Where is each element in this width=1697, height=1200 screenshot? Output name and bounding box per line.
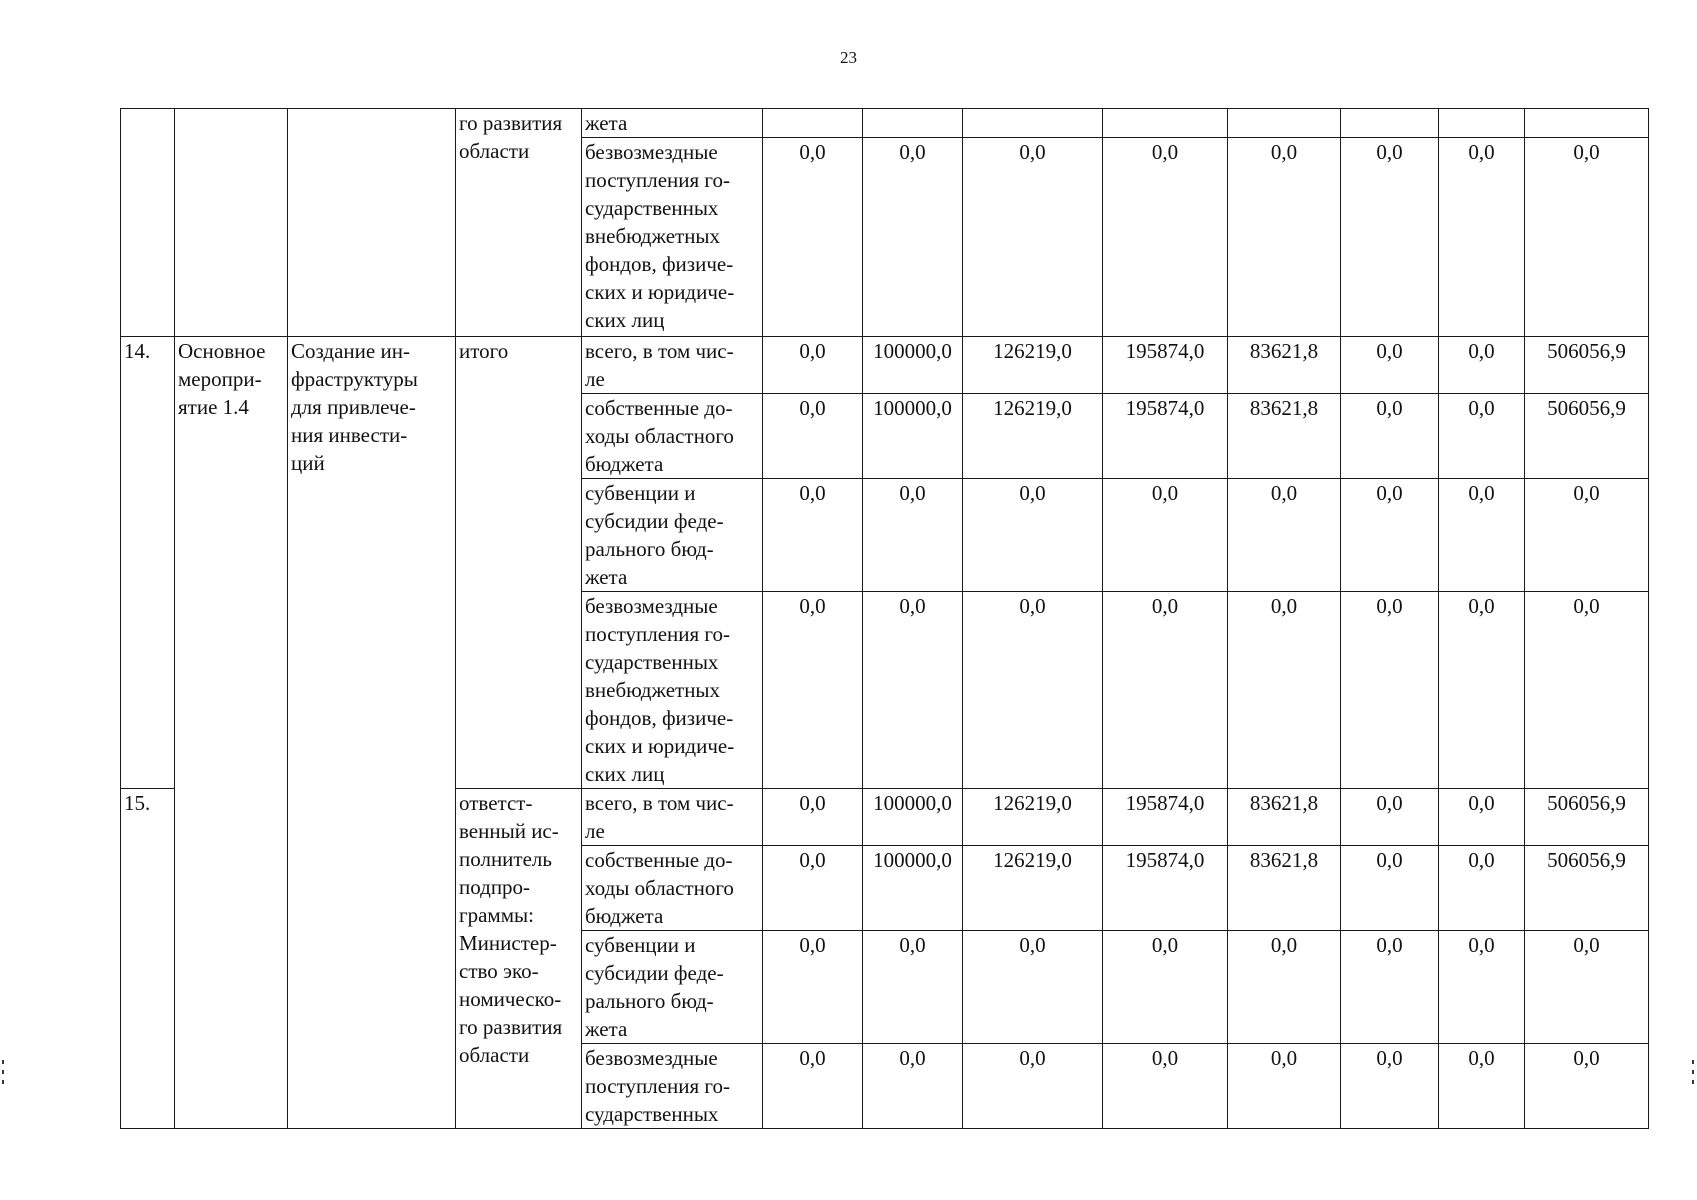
value-cell: 195874,0: [1103, 846, 1228, 931]
margin-mark: [1692, 1080, 1694, 1084]
value-cell: 0,0: [1525, 592, 1649, 789]
value-cell: 506056,9: [1525, 337, 1649, 394]
value-cell: 0,0: [1439, 337, 1525, 394]
value-cell: 0,0: [1439, 846, 1525, 931]
executor-cell: го развития области: [456, 109, 582, 337]
number-cell: [121, 109, 175, 337]
value-cell: 100000,0: [863, 846, 963, 931]
value-cell: 195874,0: [1103, 789, 1228, 846]
funding-source-cell: безвозмездные поступления го- сударственных внебюджетных фондов, физиче- ских и юридиче- ских лиц: [582, 138, 763, 337]
value-cell: 0,0: [763, 789, 863, 846]
value-cell: 0,0: [1525, 1044, 1649, 1129]
value-cell: 0,0: [1439, 138, 1525, 337]
value-cell: 0,0: [863, 479, 963, 592]
value-cell: 506056,9: [1525, 789, 1649, 846]
value-cell: 0,0: [963, 479, 1103, 592]
value-cell: 0,0: [863, 138, 963, 337]
value-cell: [763, 109, 863, 138]
value-cell: [1341, 109, 1439, 138]
value-cell: 126219,0: [963, 846, 1103, 931]
value-cell: 0,0: [863, 931, 963, 1044]
value-cell: 0,0: [1228, 931, 1341, 1044]
value-cell: 0,0: [1341, 931, 1439, 1044]
value-cell: 0,0: [963, 1044, 1103, 1129]
value-cell: 0,0: [963, 931, 1103, 1044]
value-cell: 126219,0: [963, 337, 1103, 394]
funding-source-cell: безвозмездные поступления го- сударственных: [582, 1044, 763, 1129]
value-cell: 0,0: [1439, 931, 1525, 1044]
value-cell: 0,0: [1525, 138, 1649, 337]
value-cell: 0,0: [1341, 479, 1439, 592]
funding-source-cell: всего, в том чис- ле: [582, 337, 763, 394]
row-number: 15.: [121, 789, 175, 1129]
description-cell: [288, 109, 456, 337]
value-cell: 100000,0: [863, 789, 963, 846]
value-cell: [1103, 109, 1228, 138]
executor-cell: ответст- венный ис- полнитель подпро- граммы: Министер- ство эко- номическо- го развития области: [456, 789, 582, 1129]
value-cell: 0,0: [1228, 138, 1341, 337]
funding-source-cell: субвенции и субсидии феде- рального бюд- жета: [582, 479, 763, 592]
funding-source-cell: жета: [582, 109, 763, 138]
value-cell: 0,0: [763, 846, 863, 931]
value-cell: 0,0: [1439, 789, 1525, 846]
value-cell: 0,0: [1439, 479, 1525, 592]
value-cell: 0,0: [863, 1044, 963, 1129]
value-cell: 0,0: [1439, 394, 1525, 479]
value-cell: 0,0: [1103, 592, 1228, 789]
value-cell: 0,0: [763, 1044, 863, 1129]
value-cell: 0,0: [763, 479, 863, 592]
value-cell: 0,0: [1103, 479, 1228, 592]
value-cell: [863, 109, 963, 138]
value-cell: 126219,0: [963, 789, 1103, 846]
value-cell: [1228, 109, 1341, 138]
value-cell: 0,0: [1439, 592, 1525, 789]
margin-mark: [1692, 1070, 1694, 1074]
value-cell: 0,0: [1341, 789, 1439, 846]
value-cell: 0,0: [1103, 1044, 1228, 1129]
value-cell: [1439, 109, 1525, 138]
value-cell: 0,0: [1228, 592, 1341, 789]
page-number: 23: [840, 48, 857, 67]
executor-cell: итого: [456, 337, 582, 789]
event-cell: [175, 109, 288, 337]
value-cell: 0,0: [1439, 1044, 1525, 1129]
value-cell: 506056,9: [1525, 394, 1649, 479]
margin-mark: [1692, 1060, 1694, 1064]
funding-source-cell: субвенции и субсидии феде- рального бюд- жета: [582, 931, 763, 1044]
value-cell: 0,0: [1341, 394, 1439, 479]
margin-mark: [2, 1080, 4, 1084]
value-cell: 0,0: [963, 138, 1103, 337]
event-title: Основное меропри- ятие 1.4: [175, 337, 288, 1129]
value-cell: 0,0: [763, 931, 863, 1044]
value-cell: 0,0: [1525, 479, 1649, 592]
value-cell: 0,0: [1341, 1044, 1439, 1129]
funding-source-cell: собственные до- ходы областного бюджета: [582, 846, 763, 931]
value-cell: 100000,0: [863, 337, 963, 394]
value-cell: 0,0: [963, 592, 1103, 789]
value-cell: 83621,8: [1228, 394, 1341, 479]
value-cell: 83621,8: [1228, 789, 1341, 846]
value-cell: 0,0: [1103, 931, 1228, 1044]
value-cell: 126219,0: [963, 394, 1103, 479]
value-cell: 506056,9: [1525, 846, 1649, 931]
event-description: Создание ин- фраструктуры для привлече- ния инвести- ций: [288, 337, 456, 1129]
value-cell: 0,0: [1341, 337, 1439, 394]
margin-mark: [2, 1070, 4, 1074]
value-cell: 195874,0: [1103, 337, 1228, 394]
value-cell: 0,0: [763, 394, 863, 479]
value-cell: 0,0: [1103, 138, 1228, 337]
value-cell: 83621,8: [1228, 846, 1341, 931]
funding-source-cell: собственные до- ходы областного бюджета: [582, 394, 763, 479]
value-cell: 0,0: [1341, 138, 1439, 337]
funding-source-cell: безвозмездные поступления го- сударственных внебюджетных фондов, физиче- ских и юридиче- ских лиц: [582, 592, 763, 789]
value-cell: 0,0: [1228, 1044, 1341, 1129]
value-cell: 0,0: [763, 337, 863, 394]
row-number: 14.: [121, 337, 175, 789]
value-cell: 195874,0: [1103, 394, 1228, 479]
value-cell: 0,0: [863, 592, 963, 789]
budget-table: [120, 108, 1649, 1129]
value-cell: 0,0: [763, 138, 863, 337]
value-cell: 0,0: [1341, 846, 1439, 931]
value-cell: 0,0: [1525, 931, 1649, 1044]
funding-source-cell: всего, в том чис- ле: [582, 789, 763, 846]
value-cell: 100000,0: [863, 394, 963, 479]
value-cell: 0,0: [1341, 592, 1439, 789]
value-cell: [1525, 109, 1649, 138]
table-row: [121, 337, 1649, 394]
value-cell: 0,0: [763, 592, 863, 789]
value-cell: 83621,8: [1228, 337, 1341, 394]
value-cell: [963, 109, 1103, 138]
value-cell: 0,0: [1228, 479, 1341, 592]
margin-mark: [2, 1060, 4, 1064]
